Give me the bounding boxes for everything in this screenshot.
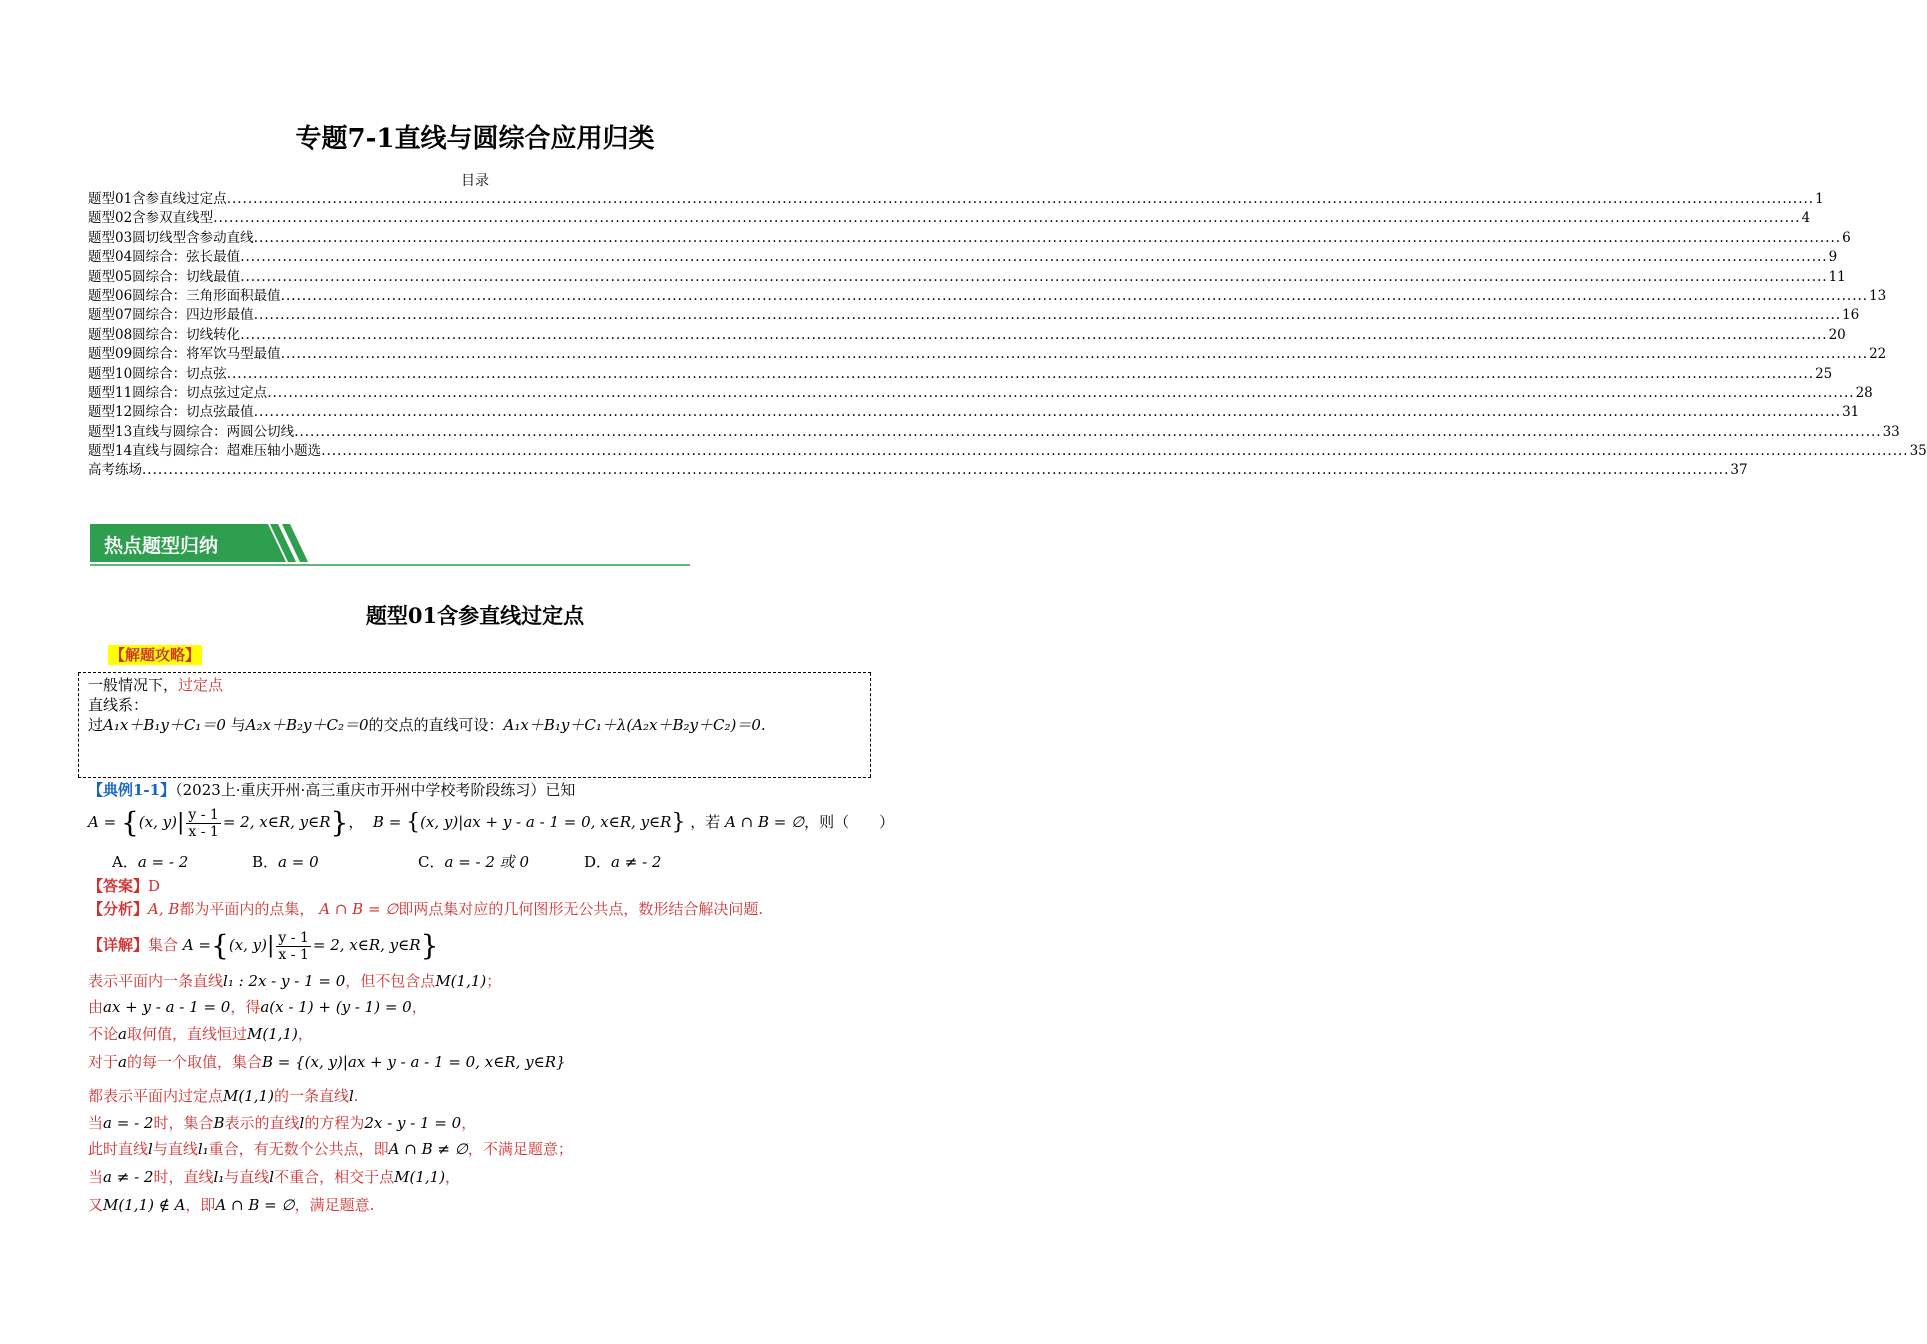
step-text: 与直线	[224, 1168, 270, 1186]
detail-step	[88, 996, 427, 1018]
step-text: ，	[411, 998, 427, 1016]
toc-leader: ............................................................................................................................................................................................................................................................................................................	[253, 229, 1842, 246]
option-a-text: a = - 2	[137, 853, 189, 871]
detail-step	[88, 970, 501, 992]
step-text: 取何值，直线恒过	[126, 1025, 247, 1043]
toc-entry-page: 11	[1828, 268, 1846, 285]
toc-entry-page: 37	[1730, 462, 1748, 479]
toc-entry-label: 题型02含参双直线型	[88, 210, 214, 227]
step-text: 不重合，相交于点	[274, 1168, 395, 1186]
toc-leader: ............................................................................................................................................................................................................................................................................................................	[213, 210, 1801, 227]
toc-entry[interactable]	[88, 423, 1900, 442]
math-expr: l₁ : 2x - y - 1 = 0	[223, 972, 346, 990]
detail-tag: 【详解】	[88, 936, 149, 954]
set-a-tail: = 2, x∈R, y∈R	[222, 813, 331, 831]
toc-entry-page: 28	[1855, 384, 1873, 401]
toc-entry-label: 题型05圆综合：切线最值	[88, 268, 241, 285]
toc-leader: ............................................................................................................................................................................................................................................................................................................	[226, 365, 1815, 382]
math-expr: A ∩ B = ∅	[215, 1196, 295, 1214]
step-text: 此时直线	[88, 1140, 149, 1158]
step-text: 都表示平面内过定点	[88, 1087, 224, 1105]
answer-line	[88, 876, 160, 896]
document-title: 专题7-1直线与圆综合应用归类	[295, 124, 655, 154]
box-line-2: 直线系：	[88, 696, 149, 714]
toc-entry-page: 13	[1869, 287, 1887, 304]
toc-entry-label: 题型09圆综合：将军饮马型最值	[88, 346, 281, 363]
toc-leader: ............................................................................................................................................................................................................................................................................................................	[267, 384, 1855, 401]
toc-entry-label: 题型01含参直线过定点	[88, 191, 227, 207]
option-c-text: a = - 2 或 0	[444, 853, 529, 871]
toc-leader: ............................................................................................................................................................................................................................................................................................................	[226, 191, 1815, 207]
toc-entry-page: 20	[1828, 326, 1846, 343]
toc-entry-label: 题型11圆综合：切点弦过定点	[88, 384, 268, 401]
math-expr: a ≠ - 2	[103, 1168, 154, 1186]
toc-entry-page: 4	[1801, 210, 1811, 227]
detail-fraction-denominator: x - 1	[278, 946, 309, 963]
detail-step	[88, 1023, 313, 1045]
toc-entry[interactable]	[88, 345, 1887, 364]
toc-entry[interactable]	[88, 306, 1860, 325]
math-expr: l	[299, 1114, 305, 1132]
toc-entry[interactable]	[88, 442, 1927, 461]
toc-entry-page: 6	[1842, 229, 1851, 246]
box-line-3-mid: 与	[230, 716, 246, 734]
answer-value: D	[148, 877, 161, 895]
set-b-tail: ax + y - a - 1 = 0, x∈R, y∈R	[463, 813, 672, 831]
toc-entry[interactable]	[88, 403, 1860, 422]
detail-step	[88, 1085, 359, 1107]
toc-leader: ............................................................................................................................................................................................................................................................................................................	[280, 287, 1869, 304]
set-b-lhs: B =	[372, 813, 402, 831]
toc-entry-label: 题型10圆综合：切点弦	[88, 365, 227, 382]
math-expr: a	[118, 1053, 127, 1071]
math-expr: a(x - 1) + (y - 1) = 0	[260, 998, 412, 1016]
toc-entry[interactable]	[88, 365, 1833, 384]
step-text: ，但不包含点	[345, 972, 436, 990]
toc-entry-label: 高考练场	[88, 462, 142, 479]
detail-set-a-lhs: A =	[182, 936, 211, 954]
step-text: 的每一个取值，集合	[126, 1053, 262, 1071]
fraction-denominator: x - 1	[188, 823, 219, 840]
detail-fraction	[276, 930, 310, 963]
analysis-cond: A ∩ B = ∅	[319, 900, 399, 918]
toc-entry-label: 题型12圆综合：切点弦最值	[88, 404, 254, 421]
toc-entry-label: 题型03圆切线型含参动直线	[88, 229, 254, 246]
banner-text: 热点题型归纳	[104, 535, 219, 557]
cond-prefix: ，若	[690, 813, 721, 831]
detail-fraction-numerator: y - 1	[278, 929, 309, 946]
toc-entry[interactable]	[88, 248, 1838, 267]
box-line-1-red: 过定点	[178, 676, 224, 694]
box-eq-3: A₁x＋B₁y＋C₁＋λ(A₂x＋B₂y＋C₂)＝0.	[503, 716, 766, 734]
toc-heading: 目录	[461, 173, 489, 189]
detail-step	[88, 1051, 566, 1073]
detail-step	[88, 1194, 374, 1216]
toc-entry-page: 1	[1815, 191, 1824, 207]
toc-leader: ............................................................................................................................................................................................................................................................................................................	[253, 307, 1842, 324]
detail-line: 【详解】集合 A ={(x, y)| $\frac{y - 1}{x - 1}$ = 2, x∈R, y∈R}	[88, 929, 439, 963]
analysis-line	[88, 899, 763, 919]
option-a	[112, 852, 188, 872]
toc-leader: ............................................................................................................................................................................................................................................................................................................	[142, 462, 1730, 479]
math-expr: M(1,1)	[435, 972, 487, 990]
analysis-text-b: 即两点集对应的几何图形无公共点，数形结合解决问题.	[398, 900, 764, 918]
toc-entry-label: 题型14直线与圆综合：超难压轴小题选	[88, 443, 322, 460]
toc-entry-page: 31	[1842, 404, 1860, 421]
step-text: 表示的直线	[224, 1114, 300, 1132]
option-c-label: C．	[418, 853, 445, 871]
box-line-3-prefix: 过	[88, 716, 104, 734]
analysis-tag: 【分析】	[88, 900, 149, 918]
step-text: ，	[445, 1168, 461, 1186]
detail-prefix: 集合	[148, 936, 179, 954]
math-expr: B = {(x, y)|ax + y - a - 1 = 0, x∈R, y∈R}	[261, 1053, 566, 1071]
cond-suffix: ，则（ ）	[804, 813, 895, 831]
toc-entry-label: 题型13直线与圆综合：两圆公切线	[88, 423, 295, 440]
option-b-label: B．	[252, 853, 279, 871]
toc-leader: ............................................................................................................................................................................................................................................................................................................	[240, 268, 1828, 285]
strategy-tag: 【解题攻略】	[110, 646, 201, 664]
step-text: ，满足题意.	[294, 1196, 375, 1214]
analysis-text-a: 都为平面内的点集，	[179, 900, 315, 918]
step-text: ；	[486, 972, 502, 990]
toc-entry-page: 16	[1842, 307, 1860, 324]
cond-expr: A ∩ B = ∅	[725, 813, 805, 831]
step-text: 的方程为	[304, 1114, 365, 1132]
math-expr: ax + y - a - 1 = 0	[103, 998, 231, 1016]
step-text: ，得	[230, 998, 261, 1016]
step-text: ，	[461, 1114, 477, 1132]
math-expr: M(1,1)	[223, 1087, 274, 1105]
option-a-label: A．	[112, 853, 138, 871]
set-b-body: (x, y)	[420, 813, 459, 831]
option-b	[252, 852, 319, 872]
toc-entry[interactable]	[88, 209, 1811, 228]
option-d-label: D．	[584, 853, 612, 871]
math-expr: l₁	[213, 1168, 225, 1186]
box-line-1-text: 一般情况下，	[88, 676, 179, 694]
toc-entry-page: 25	[1815, 365, 1833, 382]
toc-entry[interactable]	[88, 461, 1748, 480]
toc-leader: ............................................................................................................................................................................................................................................................................................................	[294, 423, 1882, 440]
toc-leader: ............................................................................................................................................................................................................................................................................................................	[253, 404, 1842, 421]
answer-tag: 【答案】	[88, 877, 149, 895]
step-text: ，不满足题意；	[467, 1140, 573, 1158]
box-eq-1: A₁x＋B₁y＋C₁＝0	[103, 716, 226, 734]
set-a-lhs: A =	[88, 813, 117, 831]
step-text: 对于	[88, 1053, 119, 1071]
fraction-numerator: y - 1	[188, 806, 219, 823]
math-expr: a	[118, 1025, 127, 1043]
set-a-fraction	[186, 807, 220, 840]
step-text: ，即	[185, 1196, 216, 1214]
detail-step	[88, 1166, 460, 1188]
math-expr: A ∩ B ≠ ∅	[388, 1140, 468, 1158]
section-title: 题型01含参直线过定点	[365, 603, 585, 628]
toc-leader: ............................................................................................................................................................................................................................................................................................................	[240, 326, 1828, 343]
toc-entry[interactable]	[88, 287, 1887, 306]
example-sets: A = {(x, y)| $\frac{y - 1}{x - 1}$ = 2, x∈R, y∈R}， B = {(x, y)|ax + y - a - 1 = 0, x∈R, y∈R} ，若 A ∩ B = ∅，则（ ）	[88, 806, 895, 840]
option-d-text: a ≠ - 2	[611, 853, 662, 871]
toc-entry-page: 33	[1882, 423, 1900, 440]
step-text: 当	[88, 1114, 104, 1132]
example-header	[88, 780, 575, 800]
detail-step	[88, 1112, 476, 1134]
toc-entry-page: 22	[1869, 346, 1887, 363]
toc-entry[interactable]	[88, 229, 1851, 248]
example-source: （2023上·重庆开州·高三重庆市开州中学校考阶段练习）已知	[175, 781, 576, 799]
detail-set-a-body: (x, y)	[228, 936, 267, 954]
toc-entry-label: 题型08圆综合：切线转化	[88, 326, 241, 343]
box-line-3	[88, 715, 766, 735]
toc-entry-page: 9	[1828, 249, 1838, 266]
step-text: 由	[88, 998, 104, 1016]
toc-entry-label: 题型07圆综合：四边形最值	[88, 307, 254, 324]
option-d	[584, 852, 661, 872]
step-text: ，	[297, 1025, 313, 1043]
toc-entry-page: 35	[1909, 443, 1927, 460]
section-banner	[90, 522, 690, 567]
step-text: 当	[88, 1168, 104, 1186]
math-expr: l₁	[197, 1140, 209, 1158]
set-a-body: (x, y)	[138, 813, 177, 831]
math-expr: M(1,1) ∉ A	[103, 1196, 186, 1214]
math-expr: l	[148, 1140, 153, 1158]
box-line-3-suffix: 的交点的直线可设：	[368, 716, 504, 734]
toc-leader: ............................................................................................................................................................................................................................................................................................................	[280, 346, 1869, 363]
math-expr: l	[348, 1087, 354, 1105]
math-expr: M(1,1)	[246, 1025, 298, 1043]
math-expr: M(1,1)	[394, 1168, 446, 1186]
table-of-contents	[88, 190, 1927, 481]
toc-entry-label: 题型04圆综合：弦长最值	[88, 249, 241, 266]
option-c	[418, 852, 529, 872]
step-text: 表示平面内一条直线	[88, 972, 224, 990]
toc-entry[interactable]	[88, 384, 1873, 403]
detail-step	[88, 1138, 573, 1160]
analysis-sets: A, B	[148, 900, 180, 918]
step-text: 不论	[88, 1025, 119, 1043]
toc-entry[interactable]	[88, 190, 1824, 209]
toc-entry-label: 题型06圆综合：三角形面积最值	[88, 287, 281, 304]
comma: ，	[348, 813, 364, 831]
math-expr: l	[269, 1168, 275, 1186]
math-expr: a = - 2	[103, 1114, 154, 1132]
box-eq-2: A₂x＋B₂y＋C₂＝0	[245, 716, 369, 734]
math-expr: B	[213, 1114, 225, 1132]
option-b-text: a = 0	[278, 853, 319, 871]
example-tag: 【典例1-1】	[88, 781, 176, 799]
toc-leader: ............................................................................................................................................................................................................................................................................................................	[321, 443, 1909, 460]
step-text: 又	[88, 1196, 104, 1214]
step-text: 重合，有无数个公共点，即	[208, 1140, 389, 1158]
toc-leader: ............................................................................................................................................................................................................................................................................................................	[240, 249, 1828, 266]
step-text: 时，集合	[153, 1114, 214, 1132]
step-text: 时，直线	[153, 1168, 214, 1186]
step-text: 的一条直线	[273, 1087, 349, 1105]
toc-entry[interactable]	[88, 268, 1846, 287]
toc-entry[interactable]	[88, 326, 1846, 345]
math-expr: 2x - y - 1 = 0	[364, 1114, 462, 1132]
step-text: 与直线	[152, 1140, 198, 1158]
step-text: .	[353, 1087, 359, 1105]
box-line-1	[88, 675, 223, 695]
detail-set-a-tail: = 2, x∈R, y∈R	[312, 936, 421, 954]
